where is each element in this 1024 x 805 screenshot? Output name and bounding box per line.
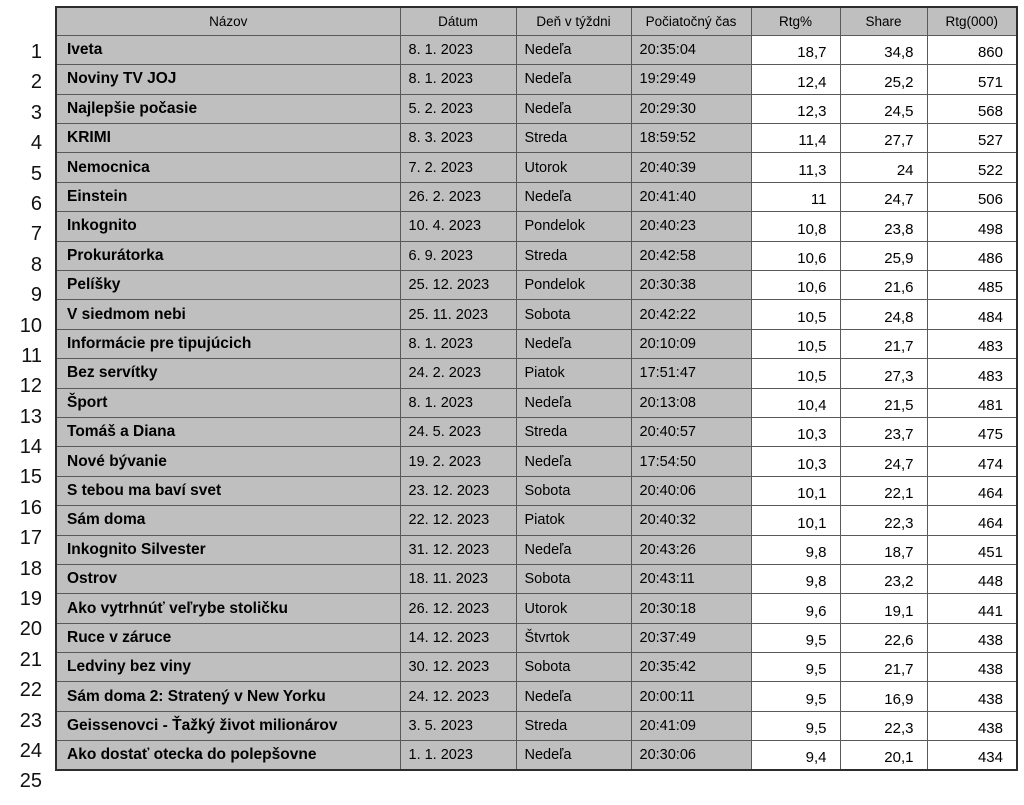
rtg-thousands-cell: 438 bbox=[927, 711, 1017, 740]
rtg-thousands-cell: 438 bbox=[927, 653, 1017, 682]
weekday-cell: Nedeľa bbox=[516, 447, 631, 476]
start-time-cell: 20:30:18 bbox=[631, 594, 751, 623]
rtg-thousands-cell: 483 bbox=[927, 329, 1017, 358]
rtg-percent-cell: 10,4 bbox=[751, 388, 840, 417]
rtg-percent-cell: 10,5 bbox=[751, 300, 840, 329]
rtg-percent-cell: 12,3 bbox=[751, 94, 840, 123]
name-cell: Pelíšky bbox=[56, 271, 400, 300]
header-share: Share bbox=[840, 7, 927, 35]
name-cell: Ostrov bbox=[56, 564, 400, 593]
header-pociatocny-cas: Počiatočný čas bbox=[631, 7, 751, 35]
start-time-cell: 20:41:09 bbox=[631, 711, 751, 740]
date-cell: 19. 2. 2023 bbox=[400, 447, 516, 476]
date-cell: 8. 1. 2023 bbox=[400, 65, 516, 94]
row-number: 19 bbox=[19, 588, 42, 611]
weekday-cell: Štvrtok bbox=[516, 623, 631, 652]
name-cell: Ako dostať otecka do polepšovne bbox=[56, 741, 400, 770]
date-cell: 22. 12. 2023 bbox=[400, 506, 516, 535]
rtg-percent-cell: 10,5 bbox=[751, 329, 840, 358]
table-row bbox=[56, 241, 1017, 270]
rtg-percent-cell: 11 bbox=[751, 182, 840, 211]
date-cell: 8. 3. 2023 bbox=[400, 124, 516, 153]
table-row bbox=[56, 124, 1017, 153]
rtg-thousands-cell: 860 bbox=[927, 35, 1017, 64]
rtg-percent-cell: 10,3 bbox=[751, 447, 840, 476]
date-cell: 24. 5. 2023 bbox=[400, 417, 516, 446]
name-cell: Bez servítky bbox=[56, 359, 400, 388]
date-cell: 14. 12. 2023 bbox=[400, 623, 516, 652]
date-cell: 26. 12. 2023 bbox=[400, 594, 516, 623]
share-cell: 23,8 bbox=[840, 212, 927, 241]
rtg-percent-cell: 10,3 bbox=[751, 417, 840, 446]
weekday-cell: Streda bbox=[516, 124, 631, 153]
start-time-cell: 20:42:58 bbox=[631, 241, 751, 270]
start-time-cell: 20:30:38 bbox=[631, 271, 751, 300]
rtg-percent-cell: 9,5 bbox=[751, 653, 840, 682]
weekday-cell: Utorok bbox=[516, 153, 631, 182]
share-cell: 18,7 bbox=[840, 535, 927, 564]
name-cell: Sám doma bbox=[56, 506, 400, 535]
weekday-cell: Nedeľa bbox=[516, 388, 631, 417]
row-number: 18 bbox=[19, 557, 42, 580]
rtg-thousands-cell: 486 bbox=[927, 241, 1017, 270]
rtg-thousands-cell: 527 bbox=[927, 124, 1017, 153]
share-cell: 27,7 bbox=[840, 124, 927, 153]
weekday-cell: Streda bbox=[516, 417, 631, 446]
rtg-thousands-cell: 481 bbox=[927, 388, 1017, 417]
date-cell: 30. 12. 2023 bbox=[400, 653, 516, 682]
row-number: 6 bbox=[30, 192, 42, 215]
share-cell: 24,5 bbox=[840, 94, 927, 123]
start-time-cell: 20:40:06 bbox=[631, 476, 751, 505]
row-number: 25 bbox=[19, 770, 42, 793]
share-cell: 21,5 bbox=[840, 388, 927, 417]
date-cell: 24. 12. 2023 bbox=[400, 682, 516, 711]
rtg-percent-cell: 12,4 bbox=[751, 65, 840, 94]
date-cell: 3. 5. 2023 bbox=[400, 711, 516, 740]
header-den-v-tyzdni: Deň v týždni bbox=[516, 7, 631, 35]
share-cell: 20,1 bbox=[840, 741, 927, 770]
weekday-cell: Nedeľa bbox=[516, 182, 631, 211]
weekday-cell: Sobota bbox=[516, 653, 631, 682]
weekday-cell: Streda bbox=[516, 711, 631, 740]
rtg-thousands-cell: 484 bbox=[927, 300, 1017, 329]
date-cell: 7. 2. 2023 bbox=[400, 153, 516, 182]
date-cell: 5. 2. 2023 bbox=[400, 94, 516, 123]
date-cell: 8. 1. 2023 bbox=[400, 35, 516, 64]
rtg-thousands-cell: 498 bbox=[927, 212, 1017, 241]
row-number: 2 bbox=[30, 71, 42, 94]
start-time-cell: 20:29:30 bbox=[631, 94, 751, 123]
table-row bbox=[56, 594, 1017, 623]
start-time-cell: 20:40:39 bbox=[631, 153, 751, 182]
row-number: 13 bbox=[19, 405, 42, 428]
header-rtg-000: Rtg(000) bbox=[927, 7, 1017, 35]
table-row bbox=[56, 300, 1017, 329]
rtg-thousands-cell: 475 bbox=[927, 417, 1017, 446]
header-nazov: Názov bbox=[56, 7, 400, 35]
date-cell: 25. 12. 2023 bbox=[400, 271, 516, 300]
table-row bbox=[56, 476, 1017, 505]
weekday-cell: Nedeľa bbox=[516, 94, 631, 123]
date-cell: 1. 1. 2023 bbox=[400, 741, 516, 770]
rtg-percent-cell: 9,5 bbox=[751, 711, 840, 740]
share-cell: 24 bbox=[840, 153, 927, 182]
table-row bbox=[56, 271, 1017, 300]
share-cell: 24,8 bbox=[840, 300, 927, 329]
share-cell: 24,7 bbox=[840, 182, 927, 211]
row-number: 9 bbox=[30, 284, 42, 307]
name-cell: Iveta bbox=[56, 35, 400, 64]
name-cell: V siedmom nebi bbox=[56, 300, 400, 329]
rtg-percent-cell: 10,1 bbox=[751, 506, 840, 535]
name-cell: Prokurátorka bbox=[56, 241, 400, 270]
rtg-percent-cell: 9,8 bbox=[751, 564, 840, 593]
start-time-cell: 20:43:26 bbox=[631, 535, 751, 564]
rtg-thousands-cell: 438 bbox=[927, 682, 1017, 711]
rtg-percent-cell: 18,7 bbox=[751, 35, 840, 64]
row-number: 17 bbox=[19, 527, 42, 550]
row-number: 4 bbox=[30, 132, 42, 155]
weekday-cell: Nedeľa bbox=[516, 35, 631, 64]
name-cell: Ruce v záruce bbox=[56, 623, 400, 652]
start-time-cell: 17:54:50 bbox=[631, 447, 751, 476]
table-row bbox=[56, 653, 1017, 682]
rtg-thousands-cell: 474 bbox=[927, 447, 1017, 476]
table-row bbox=[56, 94, 1017, 123]
ratings-table bbox=[55, 6, 1018, 771]
date-cell: 10. 4. 2023 bbox=[400, 212, 516, 241]
rtg-percent-cell: 11,4 bbox=[751, 124, 840, 153]
row-number: 21 bbox=[19, 648, 42, 671]
rtg-thousands-cell: 522 bbox=[927, 153, 1017, 182]
name-cell: Šport bbox=[56, 388, 400, 417]
header-row bbox=[56, 7, 1017, 35]
header-datum: Dátum bbox=[400, 7, 516, 35]
rtg-thousands-cell: 434 bbox=[927, 741, 1017, 770]
date-cell: 6. 9. 2023 bbox=[400, 241, 516, 270]
name-cell: Nové bývanie bbox=[56, 447, 400, 476]
table-body bbox=[56, 35, 1017, 770]
table-row bbox=[56, 153, 1017, 182]
share-cell: 21,7 bbox=[840, 329, 927, 358]
rtg-percent-cell: 9,8 bbox=[751, 535, 840, 564]
rtg-thousands-cell: 485 bbox=[927, 271, 1017, 300]
start-time-cell: 20:40:23 bbox=[631, 212, 751, 241]
start-time-cell: 17:51:47 bbox=[631, 359, 751, 388]
row-number: 16 bbox=[19, 496, 42, 519]
row-number-gutter bbox=[0, 6, 55, 797]
name-cell: Einstein bbox=[56, 182, 400, 211]
name-cell: Tomáš a Diana bbox=[56, 417, 400, 446]
share-cell: 34,8 bbox=[840, 35, 927, 64]
table-row bbox=[56, 388, 1017, 417]
table-header bbox=[56, 7, 1017, 35]
weekday-cell: Piatok bbox=[516, 359, 631, 388]
date-cell: 8. 1. 2023 bbox=[400, 388, 516, 417]
row-number: 22 bbox=[19, 679, 42, 702]
date-cell: 24. 2. 2023 bbox=[400, 359, 516, 388]
table-row bbox=[56, 506, 1017, 535]
name-cell: Geissenovci - Ťažký život milionárov bbox=[56, 711, 400, 740]
rtg-thousands-cell: 464 bbox=[927, 476, 1017, 505]
table-row bbox=[56, 212, 1017, 241]
start-time-cell: 20:42:22 bbox=[631, 300, 751, 329]
row-number: 8 bbox=[30, 253, 42, 276]
row-number: 24 bbox=[19, 739, 42, 762]
rtg-thousands-cell: 451 bbox=[927, 535, 1017, 564]
weekday-cell: Utorok bbox=[516, 594, 631, 623]
rtg-percent-cell: 9,5 bbox=[751, 623, 840, 652]
rtg-thousands-cell: 448 bbox=[927, 564, 1017, 593]
date-cell: 18. 11. 2023 bbox=[400, 564, 516, 593]
start-time-cell: 20:43:11 bbox=[631, 564, 751, 593]
table-row bbox=[56, 182, 1017, 211]
share-cell: 23,7 bbox=[840, 417, 927, 446]
start-time-cell: 20:40:57 bbox=[631, 417, 751, 446]
table-row bbox=[56, 447, 1017, 476]
weekday-cell: Nedeľa bbox=[516, 535, 631, 564]
row-number: 7 bbox=[30, 223, 42, 246]
start-time-cell: 20:40:32 bbox=[631, 506, 751, 535]
rtg-percent-cell: 9,5 bbox=[751, 682, 840, 711]
row-number: 14 bbox=[19, 436, 42, 459]
share-cell: 27,3 bbox=[840, 359, 927, 388]
start-time-cell: 20:41:40 bbox=[631, 182, 751, 211]
table-row bbox=[56, 623, 1017, 652]
table-row bbox=[56, 417, 1017, 446]
rtg-percent-cell: 10,5 bbox=[751, 359, 840, 388]
table-row bbox=[56, 564, 1017, 593]
weekday-cell: Pondelok bbox=[516, 212, 631, 241]
table-row bbox=[56, 682, 1017, 711]
name-cell: Ledviny bez viny bbox=[56, 653, 400, 682]
weekday-cell: Pondelok bbox=[516, 271, 631, 300]
share-cell: 22,3 bbox=[840, 711, 927, 740]
rtg-thousands-cell: 438 bbox=[927, 623, 1017, 652]
rtg-thousands-cell: 483 bbox=[927, 359, 1017, 388]
share-cell: 19,1 bbox=[840, 594, 927, 623]
rtg-thousands-cell: 506 bbox=[927, 182, 1017, 211]
share-cell: 22,1 bbox=[840, 476, 927, 505]
rtg-percent-cell: 11,3 bbox=[751, 153, 840, 182]
name-cell: Ako vytrhnúť veľrybe stoličku bbox=[56, 594, 400, 623]
table-row bbox=[56, 329, 1017, 358]
rtg-percent-cell: 10,1 bbox=[751, 476, 840, 505]
start-time-cell: 20:35:04 bbox=[631, 35, 751, 64]
row-number: 12 bbox=[19, 375, 42, 398]
name-cell: Najlepšie počasie bbox=[56, 94, 400, 123]
date-cell: 8. 1. 2023 bbox=[400, 329, 516, 358]
rtg-percent-cell: 9,4 bbox=[751, 741, 840, 770]
name-cell: Informácie pre tipujúcich bbox=[56, 329, 400, 358]
row-number: 3 bbox=[30, 101, 42, 124]
name-cell: KRIMI bbox=[56, 124, 400, 153]
rtg-percent-cell: 10,6 bbox=[751, 241, 840, 270]
table-row bbox=[56, 65, 1017, 94]
name-cell: Noviny TV JOJ bbox=[56, 65, 400, 94]
start-time-cell: 19:29:49 bbox=[631, 65, 751, 94]
rtg-percent-cell: 10,6 bbox=[751, 271, 840, 300]
start-time-cell: 20:10:09 bbox=[631, 329, 751, 358]
date-cell: 25. 11. 2023 bbox=[400, 300, 516, 329]
share-cell: 25,9 bbox=[840, 241, 927, 270]
start-time-cell: 20:37:49 bbox=[631, 623, 751, 652]
weekday-cell: Sobota bbox=[516, 300, 631, 329]
weekday-cell: Nedeľa bbox=[516, 741, 631, 770]
table-row bbox=[56, 741, 1017, 770]
rtg-thousands-cell: 571 bbox=[927, 65, 1017, 94]
table-row bbox=[56, 35, 1017, 64]
row-number: 23 bbox=[19, 709, 42, 732]
header-rtg-percent: Rtg% bbox=[751, 7, 840, 35]
weekday-cell: Nedeľa bbox=[516, 682, 631, 711]
table-row bbox=[56, 711, 1017, 740]
weekday-cell: Streda bbox=[516, 241, 631, 270]
share-cell: 25,2 bbox=[840, 65, 927, 94]
name-cell: S tebou ma baví svet bbox=[56, 476, 400, 505]
date-cell: 26. 2. 2023 bbox=[400, 182, 516, 211]
row-number: 10 bbox=[19, 314, 42, 337]
share-cell: 22,3 bbox=[840, 506, 927, 535]
share-cell: 21,6 bbox=[840, 271, 927, 300]
row-number: 1 bbox=[30, 41, 42, 63]
row-number: 15 bbox=[19, 466, 42, 489]
table-row bbox=[56, 535, 1017, 564]
name-cell: Inkognito bbox=[56, 212, 400, 241]
start-time-cell: 20:30:06 bbox=[631, 741, 751, 770]
rtg-thousands-cell: 464 bbox=[927, 506, 1017, 535]
start-time-cell: 20:00:11 bbox=[631, 682, 751, 711]
weekday-cell: Nedeľa bbox=[516, 65, 631, 94]
date-cell: 31. 12. 2023 bbox=[400, 535, 516, 564]
rtg-thousands-cell: 568 bbox=[927, 94, 1017, 123]
share-cell: 21,7 bbox=[840, 653, 927, 682]
share-cell: 23,2 bbox=[840, 564, 927, 593]
name-cell: Nemocnica bbox=[56, 153, 400, 182]
share-cell: 24,7 bbox=[840, 447, 927, 476]
table-row bbox=[56, 359, 1017, 388]
date-cell: 23. 12. 2023 bbox=[400, 476, 516, 505]
start-time-cell: 20:35:42 bbox=[631, 653, 751, 682]
rtg-thousands-cell: 441 bbox=[927, 594, 1017, 623]
start-time-cell: 20:13:08 bbox=[631, 388, 751, 417]
name-cell: Inkognito Silvester bbox=[56, 535, 400, 564]
weekday-cell: Piatok bbox=[516, 506, 631, 535]
row-number: 11 bbox=[21, 344, 42, 367]
share-cell: 22,6 bbox=[840, 623, 927, 652]
weekday-cell: Nedeľa bbox=[516, 329, 631, 358]
rtg-percent-cell: 10,8 bbox=[751, 212, 840, 241]
start-time-cell: 18:59:52 bbox=[631, 124, 751, 153]
weekday-cell: Sobota bbox=[516, 476, 631, 505]
share-cell: 16,9 bbox=[840, 682, 927, 711]
rtg-percent-cell: 9,6 bbox=[751, 594, 840, 623]
row-number: 20 bbox=[19, 618, 42, 641]
name-cell: Sám doma 2: Stratený v New Yorku bbox=[56, 682, 400, 711]
row-number: 5 bbox=[30, 162, 42, 185]
weekday-cell: Sobota bbox=[516, 564, 631, 593]
